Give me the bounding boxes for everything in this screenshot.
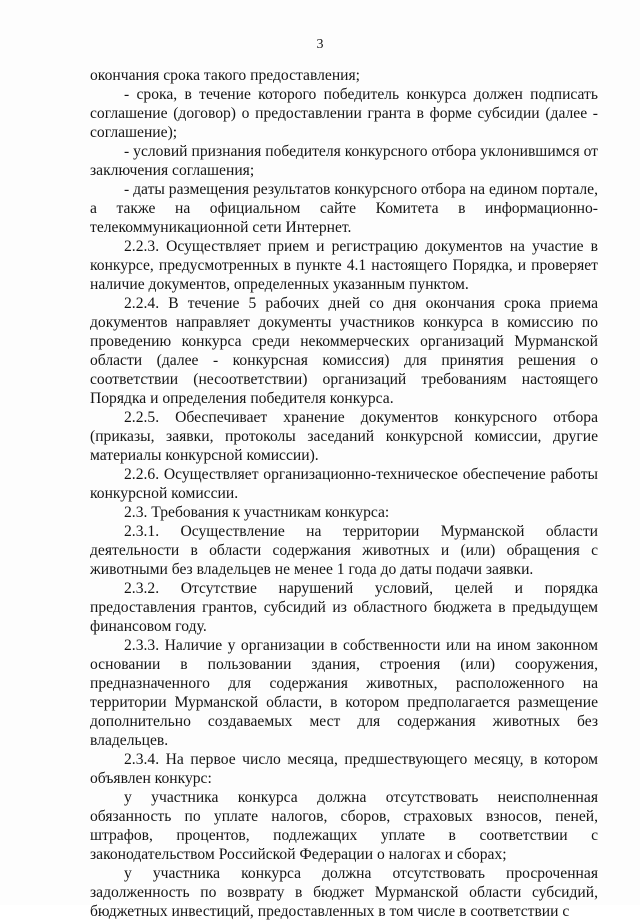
- paragraph: 2.3.1. Осуществление на территории Мурманской области деятельности в области содержания животных и (или) обращения с животными без владельцев не менее 1 года до даты подачи заявки.: [90, 523, 598, 578]
- paragraph: у участника конкурса должна отсутствовать просроченная задолженность по возврату в бюджет Мурманской области субсидий, бюджетных инвестиций, предоставленных в том числе в соответствии с: [90, 865, 598, 920]
- paragraph: 2.3.2. Отсутствие нарушений условий, целей и порядка предоставления грантов, субсидий из областного бюджета в предыдущем финансовом году.: [90, 580, 598, 635]
- document-body: [90, 66, 598, 921]
- paragraph: 2.2.6. Осуществляет организационно-техническое обеспечение работы конкурсной комиссии.: [90, 466, 598, 502]
- paragraph: - условий признания победителя конкурсного отбора уклонившимся от заключения соглашения;: [90, 143, 598, 179]
- paragraph: 2.3.4. На первое число месяца, предшествующего месяцу, в котором объявлен конкурс:: [90, 751, 598, 787]
- paragraph: 2.3. Требования к участникам конкурса:: [124, 504, 390, 521]
- paragraph: 2.2.3. Осуществляет прием и регистрацию документов на участие в конкурсе, предусмотренных в пункте 4.1 настоящего Порядка, и проверяет наличие документов, определенных указанным пунктом.: [90, 238, 598, 293]
- paragraph: 2.3.3. Наличие у организации в собственности или на ином законном основании в пользовании здания, строения (или) сооружения, предназначенного для содержания животных, расположенного на территории Мурманской области, в котором предполагается размещение дополнительно создаваемых мест для содержания животных без владельцев.: [90, 637, 598, 749]
- paragraph: 2.2.5. Обеспечивает хранение документов конкурсного отбора (приказы, заявки, протоколы заседаний конкурсной комиссии, другие материалы конкурсной комиссии).: [90, 409, 598, 464]
- paragraph: - срока, в течение которого победитель конкурса должен подписать соглашение (договор) о предоставлении гранта в форме субсидии (далее - соглашение);: [90, 86, 598, 141]
- paragraph: у участника конкурса должна отсутствовать неисполненная обязанность по уплате налогов, сборов, страховых взносов, пеней, штрафов, процентов, подлежащих уплате в соответствии с законодательством Российской Федерации о налогах и сборах;: [90, 789, 598, 863]
- page-number: 3: [316, 37, 324, 52]
- paragraph: окончания срока такого предоставления;: [90, 67, 361, 84]
- paragraph: 2.2.4. В течение 5 рабочих дней со дня окончания срока приема документов направляет документы участников конкурса в комиссию по проведению конкурса среди некоммерческих организаций Мурманской области (далее - конкурсная комиссия) для принятия решения о соответствии (несоответствии) организаций требованиям настоящего Порядка и определения победителя конкурса.: [90, 295, 598, 407]
- paragraph: - даты размещения результатов конкурсного отбора на едином портале, а также на официальном сайте Комитета в информационно-телекоммуникационной сети Интернет.: [90, 181, 598, 236]
